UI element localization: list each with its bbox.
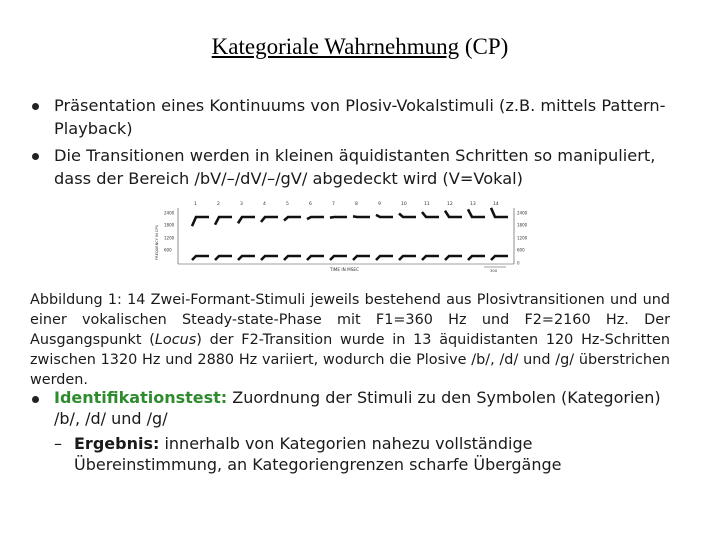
- f1-formant-mark: [238, 256, 255, 260]
- slide-title-suffix: (CP): [459, 34, 509, 59]
- stimulus-number: 4: [263, 202, 266, 207]
- f2-formant-mark: [330, 217, 347, 218]
- f1-formant-mark: [491, 256, 508, 260]
- bottom-section: [30, 387, 670, 475]
- y-tick-left: 1800: [164, 222, 175, 228]
- result-text: innerhalb von Kategorien nahezu vollständige Übereinstimmung, an Kategoriengrenzen scharfe Übergänge: [74, 434, 562, 474]
- stimulus-number: 1: [194, 202, 197, 207]
- caption-tail: ) der F2-Transition wurde in 13 äquidistanten 120 Hz-Schritten zwischen 1320 Hz und 2880 Hz variiert, wodurch die Plosive /b/, /d/ und /g/ überstrichen werden.: [30, 332, 670, 388]
- y-tick-left: 2400: [164, 210, 175, 216]
- f2-formant-mark: [445, 211, 462, 217]
- caption-locus: Locus: [154, 332, 197, 348]
- f2-formant-mark: [491, 208, 508, 217]
- stimulus-number: 12: [447, 202, 453, 207]
- stimulus-number: 9: [378, 202, 381, 207]
- result-label: Ergebnis:: [74, 434, 160, 453]
- bullet-text: Präsentation eines Kontinuums von Plosiv-Vokalstimuli (z.B. mittels Pattern-Playback): [54, 96, 666, 138]
- identification-text: Zuordnung der Stimuli zu den Symbolen (Kategorien) /b/, /d/ und /g/: [54, 388, 661, 428]
- stimulus-number: 7: [332, 202, 335, 207]
- f1-formant-mark: [284, 256, 301, 260]
- intro-bullets: [30, 94, 670, 194]
- scale-label: 300: [490, 268, 498, 273]
- f2-formant-mark: [353, 216, 370, 217]
- f2-formant-mark: [238, 217, 255, 223]
- f2-formant-mark: [422, 212, 439, 217]
- f2-formant-mark: [192, 217, 209, 226]
- f1-formant-mark: [215, 256, 232, 260]
- bullet-dot-icon: [32, 103, 39, 110]
- slide-title: [0, 34, 720, 60]
- f2-formant-mark: [284, 217, 301, 221]
- f2-formant-mark: [261, 217, 278, 222]
- stimulus-number: 3: [240, 202, 243, 207]
- y-tick-left: 600: [164, 247, 172, 253]
- f1-formant-mark: [468, 256, 485, 260]
- stimulus-number: 6: [309, 202, 312, 207]
- slide-title-main: Kategoriale Wahrnehmung: [211, 34, 460, 59]
- f2-formant-mark: [399, 214, 416, 218]
- f1-formant-mark: [445, 256, 462, 260]
- stimulus-number: 13: [470, 202, 476, 207]
- bullet-item: [30, 387, 670, 429]
- f1-formant-mark: [422, 256, 439, 260]
- y-tick-right: 2400: [517, 210, 528, 216]
- figure-content: [155, 201, 528, 273]
- y-tick-right: 1200: [517, 235, 528, 241]
- stimulus-number: 8: [355, 202, 358, 207]
- f1-formant-mark: [261, 256, 278, 260]
- result-subitem: [30, 433, 670, 475]
- y-tick-right: 0: [517, 260, 520, 266]
- x-axis-label: TIME IN MSEC: [330, 267, 359, 272]
- f1-formant-mark: [307, 256, 324, 260]
- y-tick-left: 1200: [164, 235, 175, 241]
- result-dash: –: [54, 434, 62, 453]
- f1-formant-mark: [330, 256, 347, 260]
- f1-formant-mark: [192, 256, 209, 260]
- f2-formant-mark: [376, 215, 393, 217]
- bullet-item: [30, 144, 670, 190]
- identification-label: Identifikationstest:: [54, 388, 228, 407]
- f2-formant-mark: [468, 209, 485, 217]
- f2-formant-mark: [307, 217, 324, 219]
- bullet-item: [30, 94, 670, 140]
- stimulus-number: 14: [493, 202, 499, 207]
- f1-formant-mark: [353, 256, 370, 260]
- f1-formant-mark: [376, 256, 393, 260]
- f1-formant-mark: [399, 256, 416, 260]
- stimulus-number: 5: [286, 202, 289, 207]
- bullet-text: Die Transitionen werden in kleinen äquidistanten Schritten so manipuliert, dass der Bereich /bV/–/dV/–/gV/ abgedeckt wird (V=Vokal): [54, 146, 656, 188]
- y-tick-right: 600: [517, 247, 525, 253]
- caption-lead: Abbildung 1: 14 Zwei-Formant-Stimuli jeweils bestehend aus Plosivtransitionen und und einer vokalischen Steady-state-Phase mit F1=360 Hz und F2=2160 Hz. Der Ausgangspunkt (: [30, 292, 670, 348]
- y-tick-right: 1800: [517, 222, 528, 228]
- bullet-dot-icon: [32, 153, 39, 160]
- bullet-dot-icon: [32, 396, 39, 403]
- stimulus-number: 11: [424, 202, 430, 207]
- f2-formant-mark: [215, 217, 232, 225]
- stimulus-number: 10: [401, 202, 407, 207]
- y-axis-label: FREQUENCY IN CPS: [155, 225, 159, 260]
- formant-stimuli-figure: [150, 200, 550, 274]
- stimulus-number: 2: [217, 202, 220, 207]
- figure-caption: [30, 290, 670, 390]
